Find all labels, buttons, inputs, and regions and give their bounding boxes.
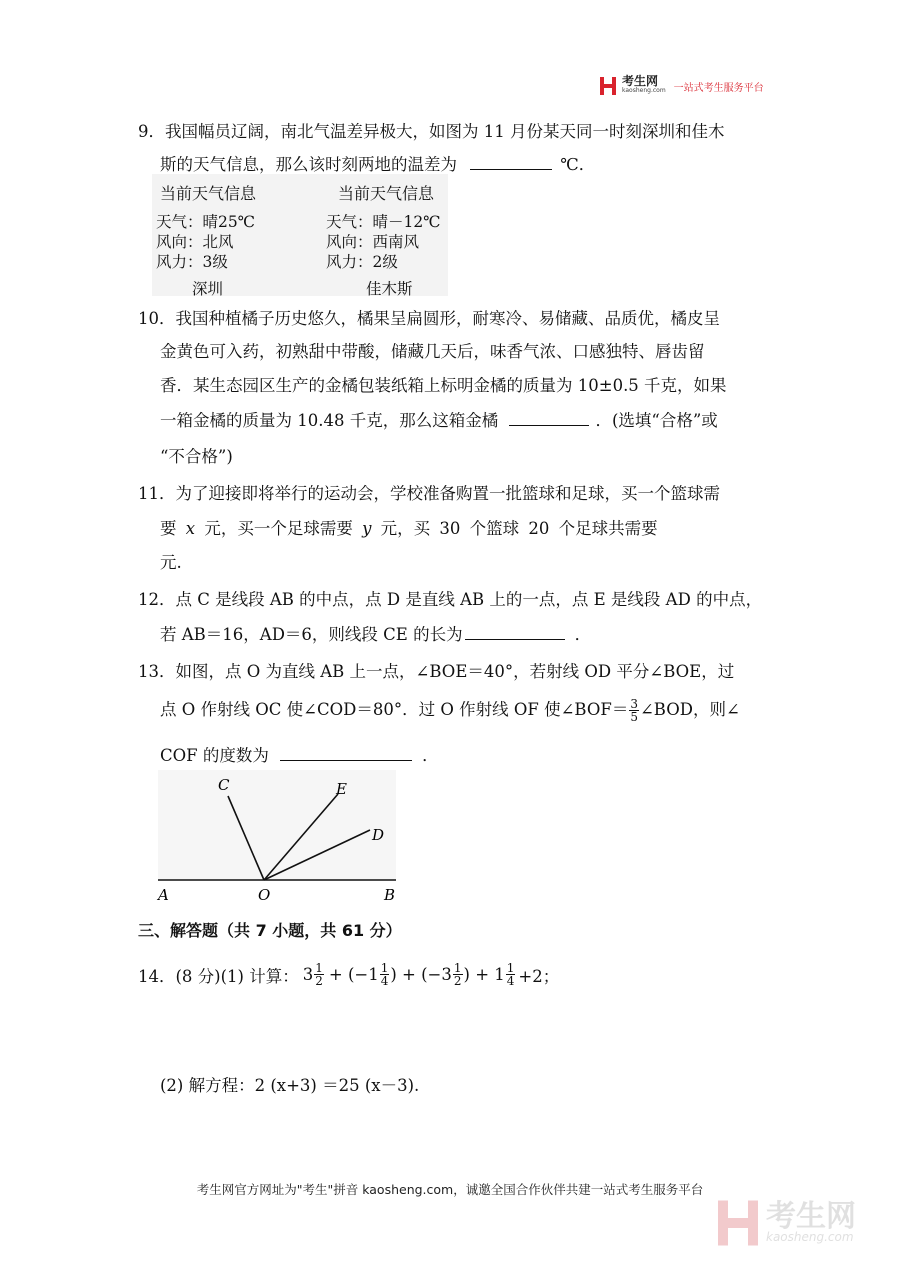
q10-text-4: 一箱金橘的质量为 10.48 千克，那么这箱金橘 <box>160 411 499 430</box>
q12-line2 <box>160 621 591 645</box>
q13-text-2: 点 O 作射线 OC 使∠COD＝80°．过 O 作射线 OF 使∠BOF＝ <box>160 700 629 719</box>
weather-right-wind-force: 风力：2级 <box>326 253 398 271</box>
watermark-logo <box>718 1200 856 1246</box>
q14-op2: ) + (−3 <box>390 965 452 984</box>
q11-number: 11． <box>138 484 176 503</box>
header-logo-name: 考生网 <box>622 74 659 88</box>
label-a: A <box>158 886 169 904</box>
q14-part2: (2) 解方程：2 (x+3) ＝25 (x－3). <box>160 1076 420 1095</box>
watermark-domain: kaosheng.com <box>766 1230 854 1244</box>
q14-term2-frac <box>380 962 390 987</box>
watermark-name: 考生网 <box>766 1199 856 1234</box>
q11-line3: 元. <box>160 553 182 572</box>
q14-t3-den: 2 <box>453 974 462 988</box>
q9-text-1: 我国幅员辽阔，南北气温差异极大，如图为 11 月份某天同一时刻深圳和佳木 <box>165 122 725 141</box>
weather-right-weather: 天气：晴－12℃ <box>326 213 441 231</box>
weather-right-city: 佳木斯 <box>366 280 413 298</box>
q11-var-y: y <box>362 519 372 538</box>
kaosheng-logo-icon <box>600 77 616 95</box>
q10-answer-blank[interactable] <box>509 411 589 426</box>
label-o: O <box>258 886 271 904</box>
q14-term3-frac <box>453 962 463 987</box>
q13-line1 <box>138 658 734 682</box>
q11-line2 <box>160 515 658 539</box>
angle-figure <box>150 770 410 910</box>
q9-number: 9． <box>138 122 165 141</box>
q14-op3: ) + 1 <box>463 965 505 984</box>
q14-part1-prefix: (8 分)(1) 计算： <box>175 966 299 986</box>
q12-text-2b: ． <box>574 625 592 644</box>
weather-title-right: 当前天气信息 <box>338 184 435 203</box>
label-b: B <box>384 886 396 904</box>
q14-term4-frac <box>506 962 516 987</box>
q13-text-2b: ∠BOD，则∠ <box>639 700 740 719</box>
header-logo <box>600 76 764 96</box>
header-logo-domain: kaosheng.com <box>622 87 666 94</box>
label-d: D <box>372 826 385 844</box>
q11-text-1: 为了迎接即将举行的运动会，学校准备购置一批篮球和足球，买一个篮球需 <box>175 484 720 503</box>
q10-text-1: 我国种植橘子历史悠久，橘果呈扁圆形，耐寒冷、易储藏、品质优，橘皮呈 <box>175 309 720 328</box>
q14-t1-num: 1 <box>315 961 323 975</box>
q9-answer-blank[interactable] <box>470 155 552 170</box>
q13-line2 <box>160 696 740 723</box>
q9-unit: ℃． <box>560 155 596 174</box>
page-footer: 考生网官方网址为"考生"拼音 kaosheng.com，诚邀全国合作伙伴共建一站式考生服务平台 <box>196 1182 704 1197</box>
q13-fraction <box>629 698 639 723</box>
q9-line2 <box>160 151 595 175</box>
label-c: C <box>218 776 230 794</box>
q14-t1-den: 2 <box>315 974 323 988</box>
weather-left-weather: 天气：晴25℃ <box>156 213 256 231</box>
q14-t2-num: 1 <box>380 961 389 975</box>
q13-number: 13． <box>138 662 176 681</box>
q11-line1 <box>138 480 720 504</box>
q12-text-2: 若 AB＝16，AD＝6，则线段 CE 的长为 <box>160 625 463 644</box>
q10-text-4b: ．(选填“合格”或 <box>595 411 718 430</box>
q13-line3 <box>160 742 439 766</box>
weather-left-wind-dir: 风向：北风 <box>156 233 234 251</box>
q14-t4-den: 4 <box>506 974 515 988</box>
label-e: E <box>336 780 347 798</box>
q10-line1 <box>138 305 720 329</box>
q11-var-x: x <box>185 519 196 538</box>
q11-text-2c: 元，买 30 个篮球 20 个足球共需要 <box>380 519 658 538</box>
q11-text-2a: 要 <box>160 519 177 538</box>
q12-line1 <box>138 586 762 610</box>
q10-line2: 金黄色可入药，初熟甜中带酸，储藏几天后，味香气浓、口感独特、唇齿留 <box>160 342 705 361</box>
weather-title-left: 当前天气信息 <box>160 184 257 203</box>
q14-term1-frac <box>314 962 324 987</box>
section-3-heading: 三、解答题（共 7 小题，共 61 分） <box>138 921 402 940</box>
q14-op1: + (−1 <box>328 965 379 984</box>
figure-background <box>158 770 396 880</box>
q14-line1 <box>138 962 559 987</box>
q13-text-3: COF 的度数为 <box>160 746 269 765</box>
watermark-logo-icon <box>718 1200 758 1246</box>
weather-right-wind-dir: 风向：西南风 <box>326 233 420 251</box>
q13-text-3b: ． <box>422 746 439 765</box>
q13-frac-num: 3 <box>630 697 638 711</box>
q13-text-1: 如图，点 O 为直线 AB 上一点，∠BOE＝40°，若射线 OD 平分∠BOE，过 <box>175 662 735 681</box>
header-slogan: 一站式考生服务平台 <box>673 82 764 94</box>
q12-text-1: 点 C 是线段 AB 的中点，点 D 是直线 AB 上的一点，点 E 是线段 AD 的中点， <box>175 590 763 609</box>
q10-line3: 香．某生态园区生产的金橘包装纸箱上标明金橘的质量为 10±0.5 千克，如果 <box>160 376 727 395</box>
q9-line1 <box>138 118 725 142</box>
q12-answer-blank[interactable] <box>465 625 565 640</box>
weather-left-city: 深圳 <box>192 280 224 298</box>
q14-term1-int: 3 <box>302 965 314 984</box>
q10-number: 10． <box>138 309 176 328</box>
q14-t3-num: 1 <box>453 961 462 975</box>
q14-op4: +2； <box>518 966 560 986</box>
q13-answer-blank[interactable] <box>280 746 412 761</box>
q10-line5: “不合格”) <box>160 447 233 466</box>
q9-text-2: 斯的天气信息，那么该时刻两地的温差为 <box>160 155 457 174</box>
q14-t2-den: 4 <box>380 974 389 988</box>
q14-t4-num: 1 <box>506 961 515 975</box>
q12-number: 12． <box>138 590 176 609</box>
q11-text-2b: 元，买一个足球需要 <box>204 519 353 538</box>
q13-frac-den: 5 <box>630 710 638 724</box>
q10-line4 <box>160 407 718 431</box>
q14-number: 14． <box>138 966 176 986</box>
weather-left-wind-force: 风力：3级 <box>156 253 228 271</box>
